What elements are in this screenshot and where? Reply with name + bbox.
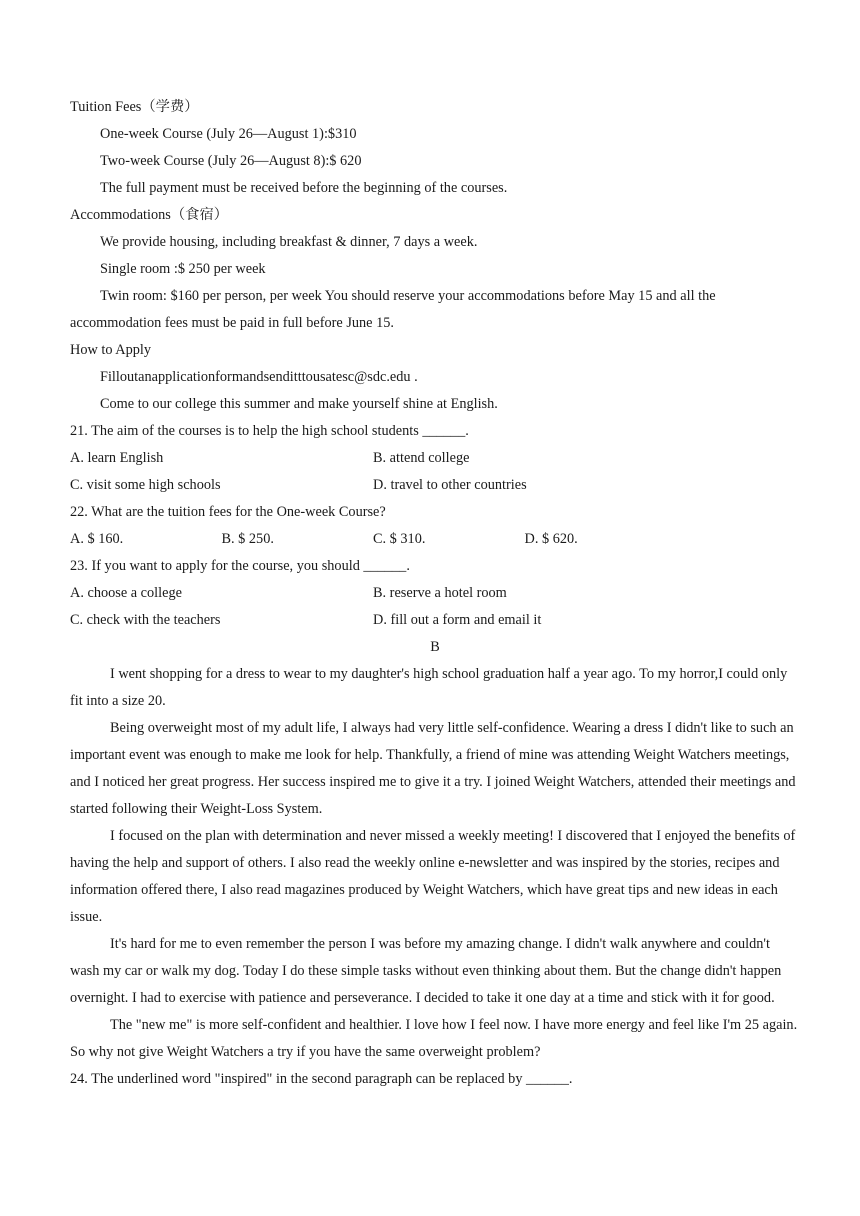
passage-paragraph-4: It's hard for me to even remember the person I was before my amazing change. I didn't walk anywhere and couldn't wash my car or walk my dog. Today I do these simple tasks without even thinking about them. But the change didn't happen overnight. I had to exercise with patience and perseverance. I decided to take it one day at a time and stick with it for good. [70,936,782,1006]
question-21-options-row-2 [70,472,800,499]
option-22-b: B. $ 250. [221,531,274,547]
apply-invitation: Come to our college this summer and make yourself shine at English. [100,396,498,412]
option-21-d: D. travel to other countries [373,477,527,493]
passage-paragraph-3: I focused on the plan with determination and never missed a weekly meeting! I discovered that I enjoyed the benefits of having the help and support of others. I also read the weekly online e-newsletter and was inspired by the stories, recipes and information offered there, I also read magazines produced by Weight Watchers, which have great tips and new ideas in each issue. [70,828,796,925]
tuition-one-week: One-week Course (July 26—August 1):$310 [100,126,357,142]
question-21-stem: 21. The aim of the courses is to help the high school students ______. [70,423,469,439]
tuition-payment-note: The full payment must be received before the beginning of the courses. [100,180,508,196]
question-22-options-row [70,526,800,553]
passage-paragraph-2: Being overweight most of my adult life, I always had very little self-confidence. Wearing a dress I didn't like to such an important event was enough to make me look for help. Thankfully, a friend of mine was attending Weight Watchers meetings, and I noticed her great progress. Her success inspired me to give it a try. I joined Weight Watchers, attended their meetings and started following their Weight-Loss System. [70,720,796,817]
question-21-options-row-1 [70,445,800,472]
option-22-d: D. $ 620. [524,531,578,547]
tuition-two-week: Two-week Course (July 26—August 8):$ 620 [100,153,362,169]
question-22-stem: 22. What are the tuition fees for the One-week Course? [70,504,386,520]
apply-instructions: Filloutanapplicationformandsenditttousatesc@sdc.edu . [100,369,418,385]
option-21-c: C. visit some high schools [70,477,221,493]
option-22-a: A. $ 160. [70,531,124,547]
option-23-b: B. reserve a hotel room [373,585,507,601]
option-23-c: C. check with the teachers [70,612,221,628]
option-21-b: B. attend college [373,450,470,466]
question-23-stem: 23. If you want to apply for the course, you should ______. [70,558,410,574]
option-23-d: D. fill out a form and email it [373,612,542,628]
question-24-stem: 24. The underlined word "inspired" in the second paragraph can be replaced by ______. [70,1071,573,1087]
section-b-label: B [430,639,440,655]
accommodations-twin-room: Twin room: $160 per person, per week You should reserve your accommodations before May 15 and all the accommodation fees must be paid in full before June 15. [70,288,716,331]
question-23-options-row-1 [70,580,800,607]
accommodations-heading: Accommodations（食宿） [70,207,229,223]
document-body [70,94,800,1093]
accommodations-housing: We provide housing, including breakfast & dinner, 7 days a week. [100,234,478,250]
option-21-a: A. learn English [70,450,164,466]
tuition-heading: Tuition Fees（学费） [70,99,199,115]
accommodations-single-room: Single room :$ 250 per week [100,261,266,277]
question-23-options-row-2 [70,607,800,634]
passage-paragraph-1: I went shopping for a dress to wear to my daughter's high school graduation half a year ago. To my horror,I could only fit into a size 20. [70,666,788,709]
option-22-c: C. $ 310. [373,531,426,547]
option-23-a: A. choose a college [70,585,182,601]
passage-paragraph-5: The "new me" is more self-confident and healthier. I love how I feel now. I have more energy and feel like I'm 25 again. So why not give Weight Watchers a try if you have the same overweight problem? [70,1017,798,1060]
apply-heading: How to Apply [70,342,152,358]
